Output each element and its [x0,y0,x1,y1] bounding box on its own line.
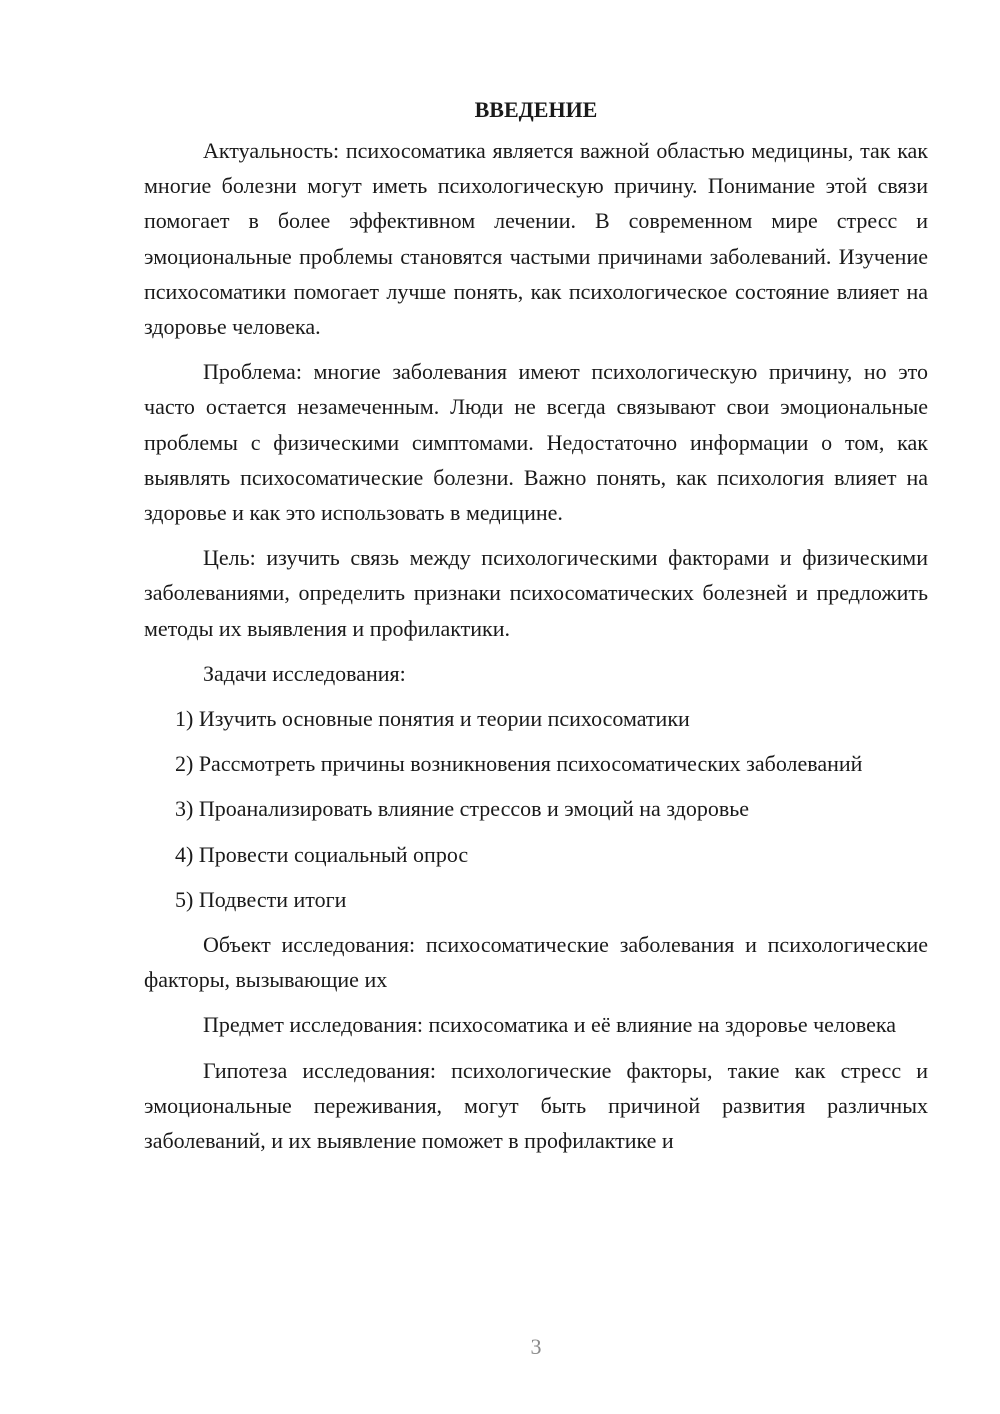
hypothesis-paragraph: Гипотеза исследования: психологические факторы, такие как стресс и эмоциональные переживания, могут быть причиной развития различных заболеваний, и их выявление поможет в профилактике и [144,1057,928,1154]
tasks-heading: Задачи исследования: [203,660,406,686]
task-item-4: 4) Провести социальный опрос [175,841,469,867]
task-item-3: 3) Проанализировать влияние стрессов и эмоций на здоровье [175,796,749,822]
object-paragraph: Объект исследования: психосоматические заболевания и психологические факторы, вызывающие их [144,932,928,993]
task-item-2: 2) Рассмотреть причины возникновения психосоматических заболеваний [175,751,863,777]
page-number: 3 [530,1334,542,1359]
section-title: ВВЕДЕНИЕ [474,97,598,122]
subject-paragraph: Предмет исследования: психосоматика и её влияние на здоровье человека [203,1012,897,1038]
task-item-5: 5) Подвести итоги [175,886,347,912]
task-item-1: 1) Изучить основные понятия и теории психосоматики [175,706,690,732]
relevance-paragraph: Актуальность: психосоматика является важной областью медицины, так как многие болезни могут иметь психологическую причину. Понимание этой связи помогает в более эффективном лечении. В современном мире стресс и эмоциональные проблемы становятся частыми причинами заболеваний. Изучение психосоматики помогает лучше понять, как психологическое состояние влияет на здоровье человека. [144,138,928,340]
problem-paragraph: Проблема: многие заболевания имеют психологическую причину, но это часто остается незамеченным. Люди не всегда связывают свои эмоциональные проблемы с физическими симптомами. Недостаточно информации о том, как выявлять психосоматические болезни. Важно понять, как психология влияет на здоровье и как это использовать в медицине. [144,359,928,526]
document-page [144,92,928,1168]
goal-paragraph: Цель: изучить связь между психологическими факторами и физическими заболеваниями, определить признаки психосоматических болезней и предложить методы их выявления и профилактики. [144,545,928,641]
